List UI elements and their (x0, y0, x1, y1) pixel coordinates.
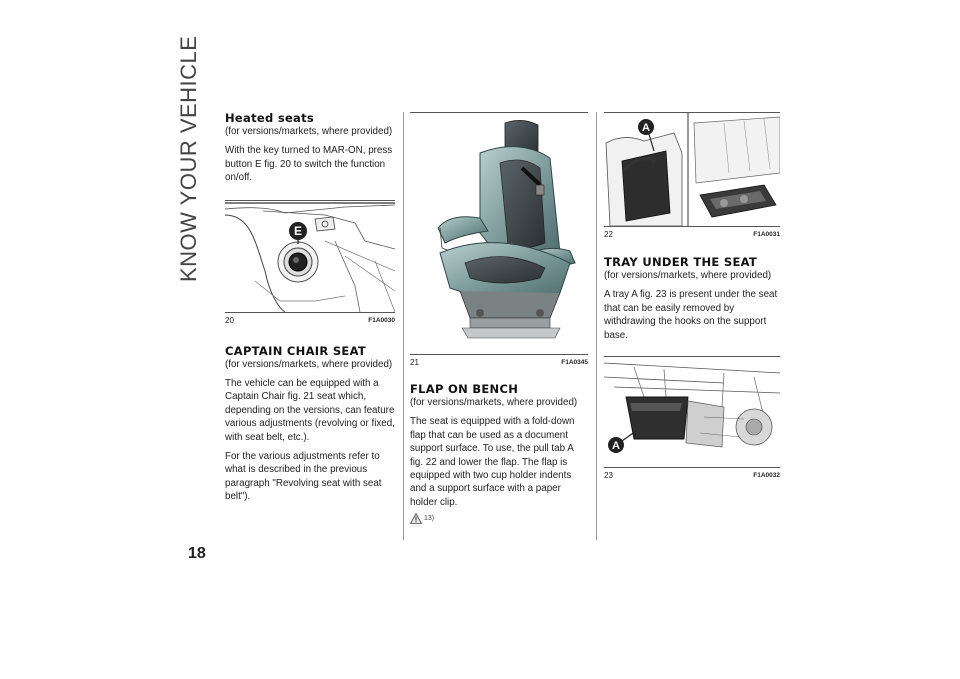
section-side-label (170, 35, 210, 296)
column-divider (403, 112, 404, 540)
section-label-text: KNOW YOUR VEHICLE (176, 35, 201, 282)
callout-e-label: E (293, 223, 303, 238)
captain-chair-title: CAPTAIN CHAIR SEAT (225, 343, 367, 358)
column-right (604, 112, 780, 482)
captain-chair-para-2: For the various adjustments refer to what is described in the previous paragraph "Revolving seat with seat belt"). (225, 451, 382, 503)
tray-body: A tray A fig. 23 is present under the seat that can be easily removed by withdrawing the hooks on the support base. (604, 289, 778, 341)
warning-triangle-icon (410, 513, 422, 524)
tray-subtitle: (for versions/markets, where provided) (604, 270, 772, 281)
figure-number: 20 (225, 315, 234, 325)
figure-22 (604, 112, 780, 227)
warning-ref-text: 13) (424, 515, 435, 523)
column-left (225, 112, 395, 504)
warning-reference (410, 513, 588, 524)
figure-number: 21 (410, 358, 419, 367)
figure-22-caption (604, 227, 780, 241)
captain-chair-illustration (410, 113, 588, 354)
figure-20 (225, 200, 395, 313)
column-divider (596, 112, 597, 540)
figure-23-caption (604, 468, 780, 482)
heated-seats-subtitle: (for versions/markets, where provided) (225, 126, 393, 137)
heated-seat-button-illustration (225, 201, 395, 312)
flap-bench-title: FLAP ON BENCH (410, 382, 519, 396)
tray-under-seat-illustration (604, 357, 780, 467)
figure-23 (604, 356, 780, 468)
page-number: 18 (188, 545, 206, 562)
figure-21 (410, 112, 588, 355)
flap-bench-subtitle: (for versions/markets, where provided) (410, 397, 578, 408)
heated-seats-title: Heated seats (225, 111, 315, 125)
flap-bench-body: The seat is equipped with a fold-down flap that can be used as a document support surface. To use, the pull tab A fig. 22 and lower the flap. The flap is equipped with two cup holder indents and a support surface with a paper holder clip. (410, 416, 575, 508)
heated-seats-body: With the key turned to MAR-ON, press button E fig. 20 to switch the function on/off. (225, 145, 393, 184)
figure-20-caption (225, 313, 395, 327)
captain-chair-para-1: The vehicle can be equipped with a Captain Chair fig. 21 seat which, depending on the versions, can feature various adjustments (revolving or fixed, with seat belt, etc.). (225, 378, 395, 443)
figure-code: F1A0032 (753, 472, 780, 480)
flap-on-bench-illustration (604, 113, 780, 226)
captain-chair-subtitle: (for versions/markets, where provided) (225, 358, 393, 370)
column-middle (410, 112, 588, 524)
tray-title: TRAY UNDER THE SEAT (604, 255, 758, 269)
figure-code: F1A0031 (753, 231, 780, 238)
figure-21-caption (410, 355, 588, 369)
figure-code: F1A0345 (561, 359, 588, 366)
callout-a-label: A (612, 440, 620, 453)
figure-number: 23 (604, 471, 613, 481)
callout-a-label: A (642, 122, 650, 134)
figure-code: F1A0030 (368, 316, 395, 324)
figure-number: 22 (604, 230, 613, 239)
